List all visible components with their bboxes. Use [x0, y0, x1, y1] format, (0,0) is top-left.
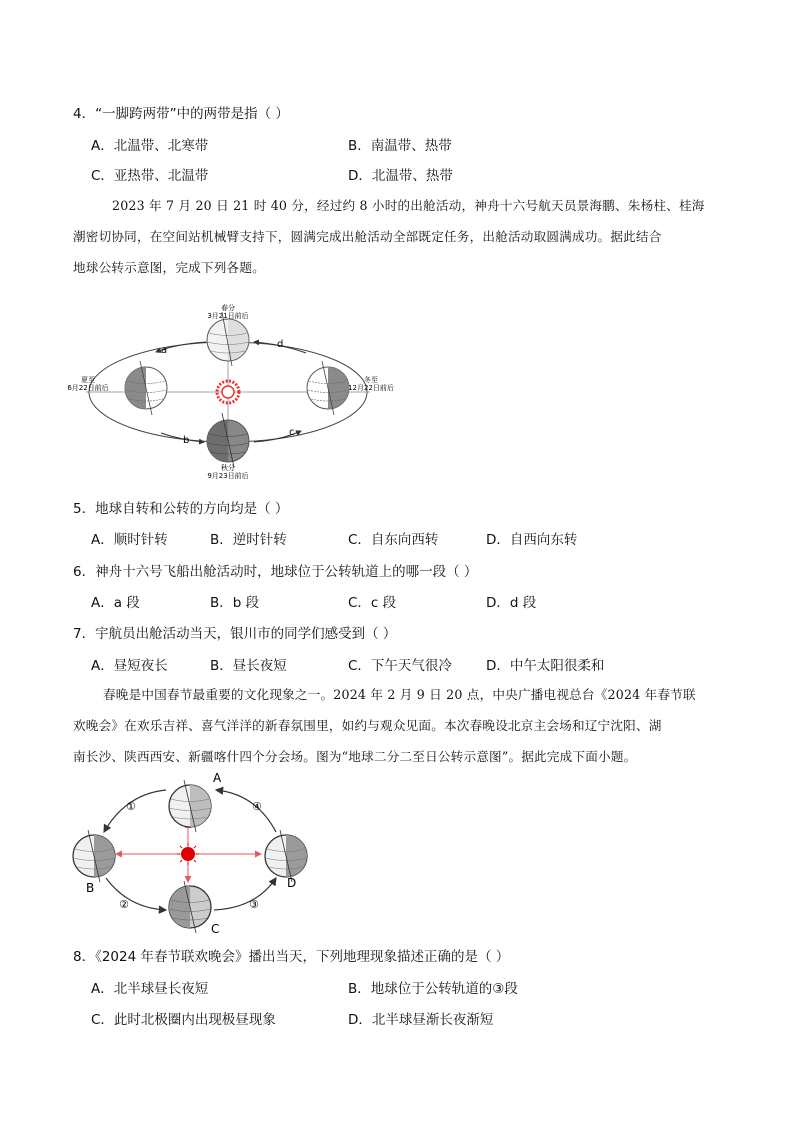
segment-a-label: a [161, 345, 168, 356]
question-7-option-c[interactable]: C．下午天气很冷 [348, 658, 452, 674]
segment-c-label: c [289, 427, 295, 438]
orbit-arrow-3 [214, 878, 276, 910]
question-8-option-a[interactable]: A．北半球昼长夜短 [91, 981, 209, 997]
segment-d-label: d [277, 339, 284, 350]
autumn-label: 秋分 [221, 464, 235, 472]
question-4-option-d[interactable]: D．北温带、热带 [348, 168, 453, 184]
passage-1-line: 潮密切协同，在空间站机械臂支持下，圆满完成出舱活动全部既定任务，出舱活动取圆满成功。据此结合 [73, 229, 662, 244]
question-6-option-c[interactable]: C．c 段 [348, 595, 397, 611]
globe-autumn-equinox [207, 413, 249, 467]
autumn-date: 9月23日前后 [207, 472, 249, 480]
passage-2-line: 南长沙、陕西西安、新疆喀什四个分会场。图为“地球二分二至日公转示意图”。据此完成下面小题。 [73, 749, 637, 764]
question-6-option-d[interactable]: D．d 段 [486, 595, 537, 611]
question-8-option-d[interactable]: D．北半球昼渐长夜渐短 [348, 1012, 494, 1028]
question-4-option-a[interactable]: A．北温带、北寒带 [91, 138, 209, 154]
globe-winter-solstice [307, 361, 349, 415]
segment-1-label: ① [126, 800, 136, 813]
spring-date: 3月21日前后 [207, 312, 249, 320]
question-6-option-b[interactable]: B．b 段 [210, 595, 260, 611]
orbit-arrow-4 [216, 790, 276, 832]
question-4-option-b[interactable]: B．南温带、热带 [348, 138, 452, 154]
spring-label: 春分 [221, 304, 235, 312]
question-6-option-a[interactable]: A．a 段 [91, 595, 140, 611]
question-7-stem: 7．宇航员出舱活动当天，银川市的同学们感受到（ ） [73, 626, 397, 642]
label-a: A [213, 771, 222, 785]
orbit-arrow-2 [106, 878, 166, 910]
question-5-option-b[interactable]: B．逆时针转 [210, 532, 287, 548]
question-5-option-c[interactable]: C．自东向西转 [348, 532, 439, 548]
question-4-stem: 4．“一脚跨两带”中的两带是指（ ） [73, 106, 289, 122]
passage-2-line: 春晚是中国春节最重要的文化现象之一。2024 年 2 月 9 日 20 点，中央广播电视总台《2024 年春节联 [103, 687, 696, 702]
passage-1-line: 2023 年 7 月 20 日 21 时 40 分，经过约 8 小时的出舱活动，神舟十六号航天员景海鹏、朱杨柱、桂海 [112, 198, 705, 213]
passage-2 [73, 679, 723, 772]
summer-date: 6月22日前后 [67, 384, 109, 392]
globe-spring-equinox [207, 312, 249, 366]
passage-1 [73, 190, 723, 283]
earth-revolution-diagram-2 [66, 770, 316, 935]
question-8-option-b[interactable]: B．地球位于公转轨道的③段 [348, 981, 518, 997]
question-7-option-b[interactable]: B．昼长夜短 [210, 658, 287, 674]
winter-label: 冬至 [364, 376, 378, 384]
question-7-option-a[interactable]: A．昼短夜长 [91, 658, 168, 674]
question-6-stem: 6．神舟十六号飞船出舱活动时，地球位于公转轨道上的哪一段（ ） [73, 564, 478, 580]
earth-revolution-diagram-1 [66, 298, 396, 483]
label-c: C [211, 922, 220, 935]
globe-d [265, 830, 307, 882]
question-5-stem: 5．地球自转和公转的方向均是（ ） [73, 501, 289, 517]
question-5-option-d[interactable]: D．自西向东转 [486, 532, 578, 548]
segment-b-label: b [183, 435, 190, 446]
passage-1-line: 地球公转示意图，完成下列各题。 [73, 260, 265, 275]
segment-3-label: ③ [249, 898, 259, 911]
question-5-option-a[interactable]: A．顺时针转 [91, 532, 168, 548]
question-4-option-c[interactable]: C．亚热带、北温带 [91, 168, 209, 184]
globe-a [169, 780, 211, 832]
question-8-stem: 8．《2024 年春节联欢晚会》播出当天，下列地理现象描述正确的是（ ） [73, 949, 510, 965]
globe-b [73, 830, 115, 882]
label-b: B [86, 881, 95, 895]
globe-summer-solstice [125, 361, 167, 415]
segment-4-label: ④ [252, 800, 262, 813]
segment-2-label: ② [119, 898, 129, 911]
winter-date: 12月22日前后 [348, 384, 394, 392]
globe-c [169, 881, 211, 933]
question-7-option-d[interactable]: D．中午太阳很柔和 [486, 658, 605, 674]
passage-2-line: 欢晚会》在欢乐吉祥、喜气洋洋的新春氛围里，如约与观众见面。本次春晚设北京主会场和辽宁沈阳、湖 [73, 718, 662, 733]
label-d: D [287, 876, 297, 890]
summer-label: 夏至 [81, 376, 95, 384]
question-8-option-c[interactable]: C．此时北极圈内出现极昼现象 [91, 1012, 276, 1028]
